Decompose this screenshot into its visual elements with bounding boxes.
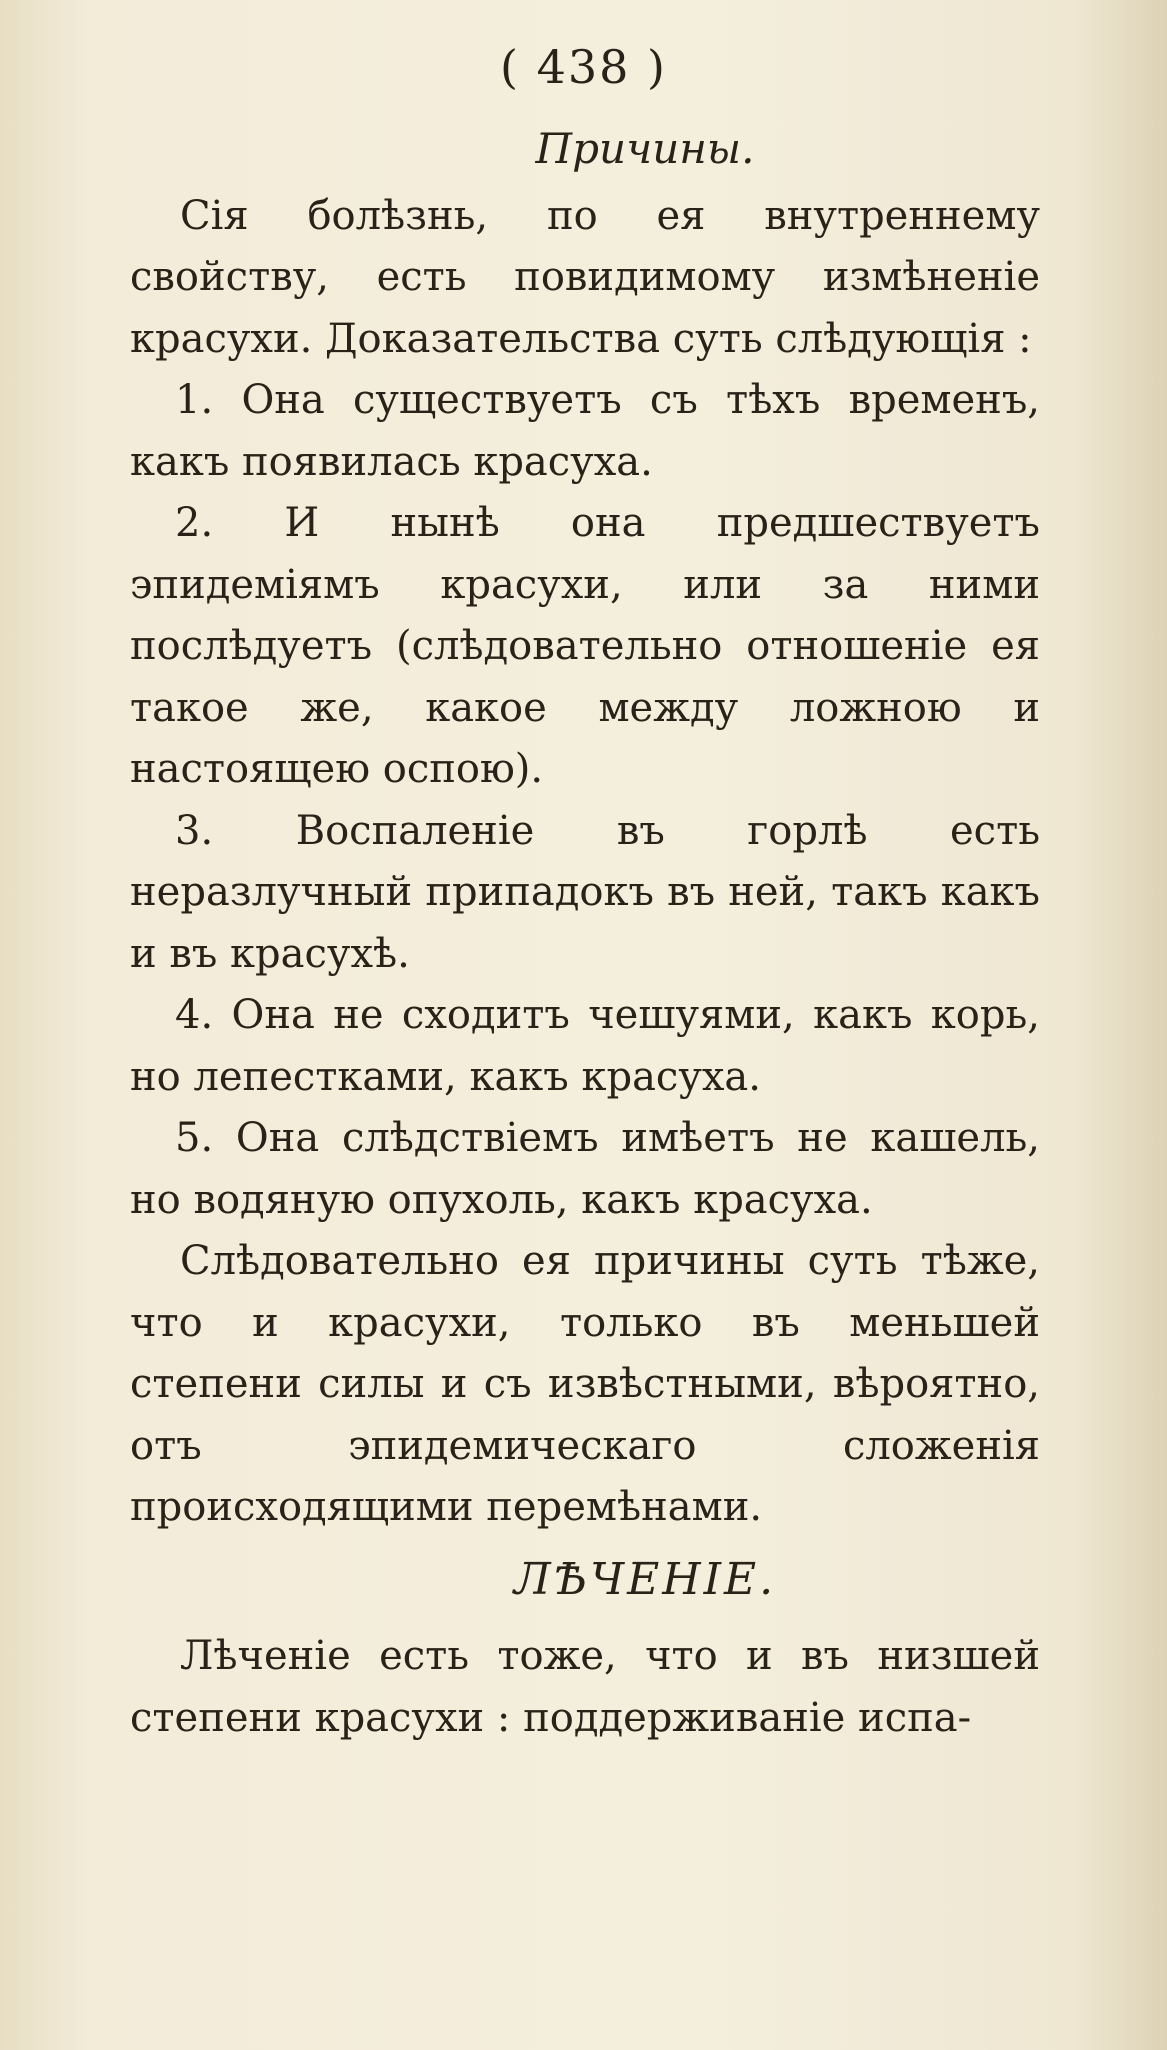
list-item-5: 5. Она слѣдствіемъ имѣетъ не кашель, но водяную опухоль, какъ красуха. (130, 1115, 1040, 1223)
page-body (130, 118, 1040, 1749)
causes-intro-paragraph: Сія болѣзнь, по ея внутреннему свойству, есть повидимому измѣненіе красухи. Доказательства суть слѣдующія : (130, 192, 1040, 362)
list-item-2: 2. И нынѣ она предшествуетъ эпидеміямъ красухи, или за ними послѣдуетъ (слѣдовательно отношеніе ея такое же, какое между ложною и настоящею оспою). (130, 500, 1040, 792)
treatment-paragraph: Лѣченіе есть тоже, что и въ низшей степени красухи : поддерживаніе испа- (130, 1633, 1040, 1741)
heading-treatment: ЛѢЧЕНІЕ. (513, 1553, 777, 1605)
heading-causes: Причины. (535, 124, 755, 173)
list-item-1: 1. Она существуетъ съ тѣхъ временъ, какъ появилась красуха. (130, 377, 1040, 485)
conclusion-paragraph: Слѣдовательно ея причины суть тѣже, что и красухи, только въ меньшей степени силы и съ извѣстными, вѣроятно, отъ эпидемическаго сложенія происходящими перемѣнами. (130, 1238, 1040, 1530)
list-item-4: 4. Она не сходитъ чешуями, какъ корь, но лепестками, какъ красуха. (130, 992, 1040, 1100)
page-number: ( 438 ) (500, 40, 667, 94)
list-item-3: 3. Воспаленіе въ горлѣ есть неразлучный припадокъ въ ней, такъ какъ и въ красухѣ. (130, 807, 1040, 977)
